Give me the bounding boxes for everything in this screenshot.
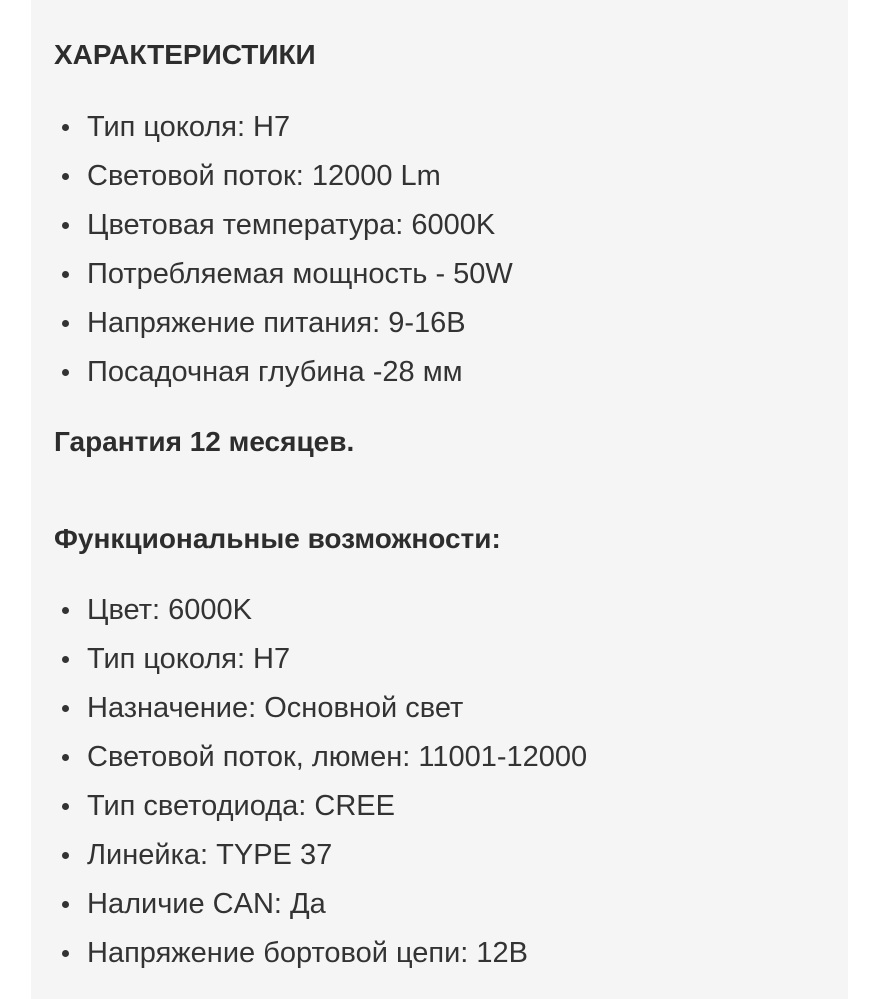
bullet-icon	[62, 901, 69, 908]
bullet-icon	[62, 656, 69, 663]
spec-item	[31, 152, 513, 201]
feature-item-text: Тип светодиода: CREE	[87, 790, 395, 822]
feature-item-text: Тип цоколя: H7	[87, 643, 291, 675]
spec-item-text: Напряжение питания: 9-16В	[87, 307, 466, 339]
bullet-icon	[62, 754, 69, 761]
spec-item	[31, 299, 513, 348]
spec-item-text: Цветовая температура: 6000K	[87, 209, 496, 241]
bullet-icon	[62, 369, 69, 376]
feature-item-text: Назначение: Основной свет	[87, 692, 464, 724]
features-list	[31, 586, 587, 978]
feature-item-text: Цвет: 6000K	[87, 594, 252, 626]
feature-item	[31, 782, 587, 831]
spec-item-text: Посадочная глубина -28 мм	[87, 356, 463, 388]
feature-item	[31, 929, 587, 978]
bullet-icon	[62, 222, 69, 229]
feature-item-text: Линейка: TYPE 37	[87, 839, 333, 871]
specs-heading: ХАРАКТЕРИСТИКИ	[54, 39, 316, 70]
feature-item	[31, 733, 587, 782]
feature-item-text: Световой поток, люмен: 11001-12000	[87, 741, 588, 773]
spec-item	[31, 348, 513, 397]
feature-item	[31, 684, 587, 733]
spec-item-text: Световой поток: 12000 Lm	[87, 160, 441, 192]
feature-item-text: Напряжение бортовой цепи: 12В	[87, 937, 529, 969]
bullet-icon	[62, 124, 69, 131]
feature-item	[31, 880, 587, 929]
spec-item-text: Тип цоколя: H7	[87, 111, 291, 143]
spec-item	[31, 103, 513, 152]
bullet-icon	[62, 705, 69, 712]
feature-item	[31, 635, 587, 684]
feature-item	[31, 831, 587, 880]
product-description-panel	[31, 0, 848, 999]
features-heading: Функциональные возможности:	[54, 523, 501, 554]
specs-list	[31, 103, 513, 397]
feature-item	[31, 586, 587, 635]
warranty-note: Гарантия 12 месяцев.	[54, 426, 355, 457]
bullet-icon	[62, 852, 69, 859]
spec-item	[31, 201, 513, 250]
spec-item	[31, 250, 513, 299]
feature-item-text: Наличие CAN: Да	[87, 888, 326, 920]
bullet-icon	[62, 271, 69, 278]
spec-item-text: Потребляемая мощность - 50W	[87, 258, 513, 290]
bullet-icon	[62, 173, 69, 180]
bullet-icon	[62, 320, 69, 327]
bullet-icon	[62, 803, 69, 810]
bullet-icon	[62, 607, 69, 614]
bullet-icon	[62, 950, 69, 957]
